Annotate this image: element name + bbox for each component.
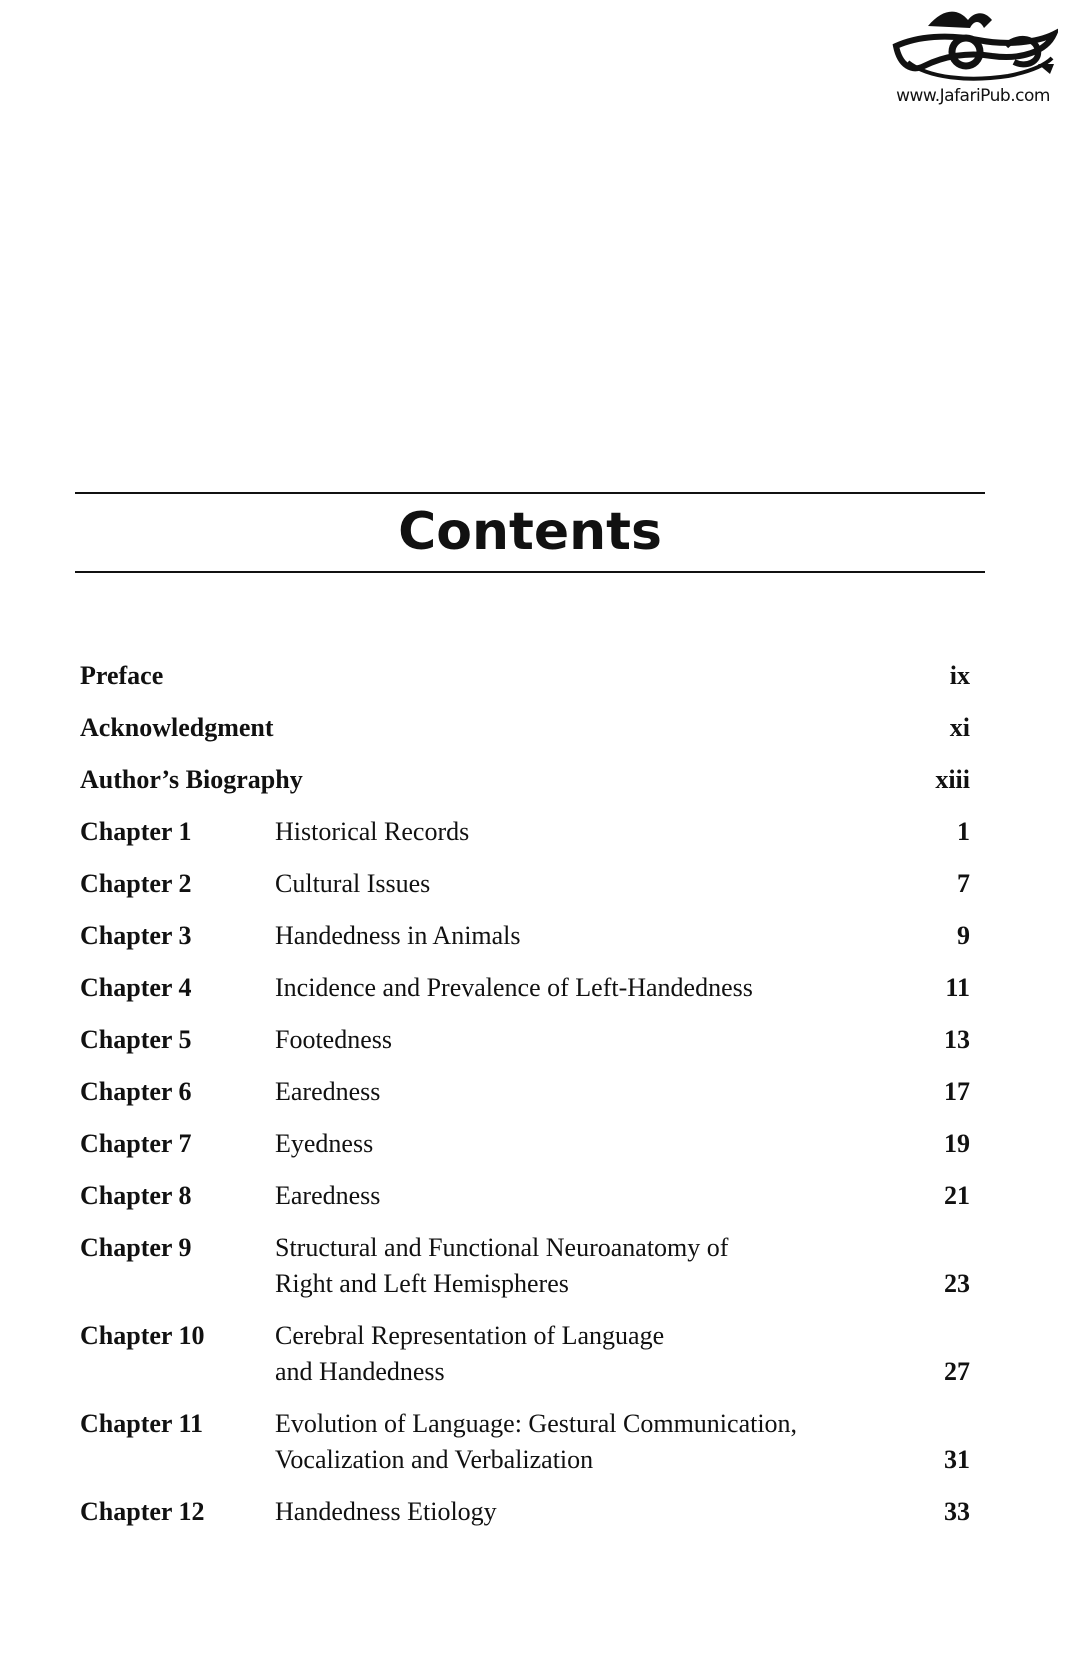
calligraphy-logo-icon bbox=[888, 6, 1058, 84]
chapter-title: Earedness bbox=[275, 1077, 381, 1106]
toc-entry-chapter-11[interactable] bbox=[80, 1406, 970, 1478]
chapter-label: Chapter 6 bbox=[80, 1077, 192, 1106]
toc-page-number: 7 bbox=[957, 869, 970, 898]
chapter-label: Chapter 1 bbox=[80, 817, 192, 846]
toc-entry-chapter-1[interactable] bbox=[80, 814, 970, 850]
toc-entry-chapter-9[interactable] bbox=[80, 1230, 970, 1302]
toc-entry-chapter-2[interactable] bbox=[80, 866, 970, 902]
chapter-label: Chapter 9 bbox=[80, 1233, 192, 1262]
toc-entry-label: Author’s Biography bbox=[80, 765, 303, 794]
chapter-label: Chapter 5 bbox=[80, 1025, 192, 1054]
toc-page-number: 9 bbox=[957, 921, 970, 950]
toc-entry-chapter-10[interactable] bbox=[80, 1318, 970, 1390]
toc-page-number: 33 bbox=[944, 1497, 970, 1526]
toc-page-number: xiii bbox=[935, 765, 970, 794]
toc-page-number: 13 bbox=[944, 1025, 970, 1054]
toc-entry-chapter-12[interactable] bbox=[80, 1494, 970, 1530]
chapter-title: Evolution of Language: Gestural Communication, Vocalization and Verbalization bbox=[275, 1409, 798, 1474]
toc-page-number: xi bbox=[949, 713, 970, 742]
toc-page-number: 31 bbox=[944, 1445, 970, 1474]
page-title: Contents bbox=[398, 502, 662, 562]
chapter-title: Handedness Etiology bbox=[275, 1497, 497, 1526]
chapter-title: Earedness bbox=[275, 1181, 381, 1210]
toc-entry-label: Acknowledgment bbox=[80, 713, 274, 742]
chapter-label: Chapter 3 bbox=[80, 921, 192, 950]
chapter-title: Cultural Issues bbox=[275, 869, 431, 898]
toc-page-number: ix bbox=[949, 661, 970, 690]
toc-page-number: 27 bbox=[944, 1357, 970, 1386]
chapter-label: Chapter 12 bbox=[80, 1497, 205, 1526]
chapter-title: Structural and Functional Neuroanatomy of Right and Left Hemispheres bbox=[275, 1233, 729, 1298]
table-of-contents bbox=[80, 658, 970, 1546]
publisher-url[interactable]: www.JafariPub.com bbox=[896, 86, 1050, 106]
publisher-logo bbox=[888, 6, 1058, 114]
chapter-label: Chapter 7 bbox=[80, 1129, 192, 1158]
toc-entry-chapter-6[interactable] bbox=[80, 1074, 970, 1110]
toc-page-number: 11 bbox=[945, 973, 970, 1002]
toc-entry-chapter-8[interactable] bbox=[80, 1178, 970, 1214]
toc-entry-chapter-7[interactable] bbox=[80, 1126, 970, 1162]
chapter-title: Incidence and Prevalence of Left-Handedness bbox=[275, 973, 753, 1002]
chapter-title: Footedness bbox=[275, 1025, 392, 1054]
toc-entry-chapter-4[interactable] bbox=[80, 970, 970, 1006]
chapter-title: Eyedness bbox=[275, 1129, 374, 1158]
chapter-label: Chapter 11 bbox=[80, 1409, 204, 1438]
chapter-label: Chapter 2 bbox=[80, 869, 192, 898]
chapter-title: Handedness in Animals bbox=[275, 921, 521, 950]
heading-rule-top bbox=[75, 492, 985, 494]
toc-entry-chapter-3[interactable] bbox=[80, 918, 970, 954]
chapter-title: Historical Records bbox=[275, 817, 470, 846]
toc-entry-preface[interactable] bbox=[80, 658, 970, 694]
chapter-label: Chapter 8 bbox=[80, 1181, 192, 1210]
chapter-label: Chapter 10 bbox=[80, 1321, 205, 1350]
chapter-label: Chapter 4 bbox=[80, 973, 192, 1002]
chapter-title: Cerebral Representation of Language and Handedness bbox=[275, 1321, 665, 1386]
toc-page-number: 17 bbox=[944, 1077, 970, 1106]
toc-entry-label: Preface bbox=[80, 661, 164, 690]
toc-entry-chapter-5[interactable] bbox=[80, 1022, 970, 1058]
toc-page-number: 19 bbox=[944, 1129, 970, 1158]
toc-entry-authors-biography[interactable] bbox=[80, 762, 970, 798]
toc-entry-acknowledgment[interactable] bbox=[80, 710, 970, 746]
toc-page-number: 21 bbox=[944, 1181, 970, 1210]
toc-page-number: 1 bbox=[957, 817, 970, 846]
toc-page-number: 23 bbox=[944, 1269, 970, 1298]
heading-rule-bottom bbox=[75, 571, 985, 573]
